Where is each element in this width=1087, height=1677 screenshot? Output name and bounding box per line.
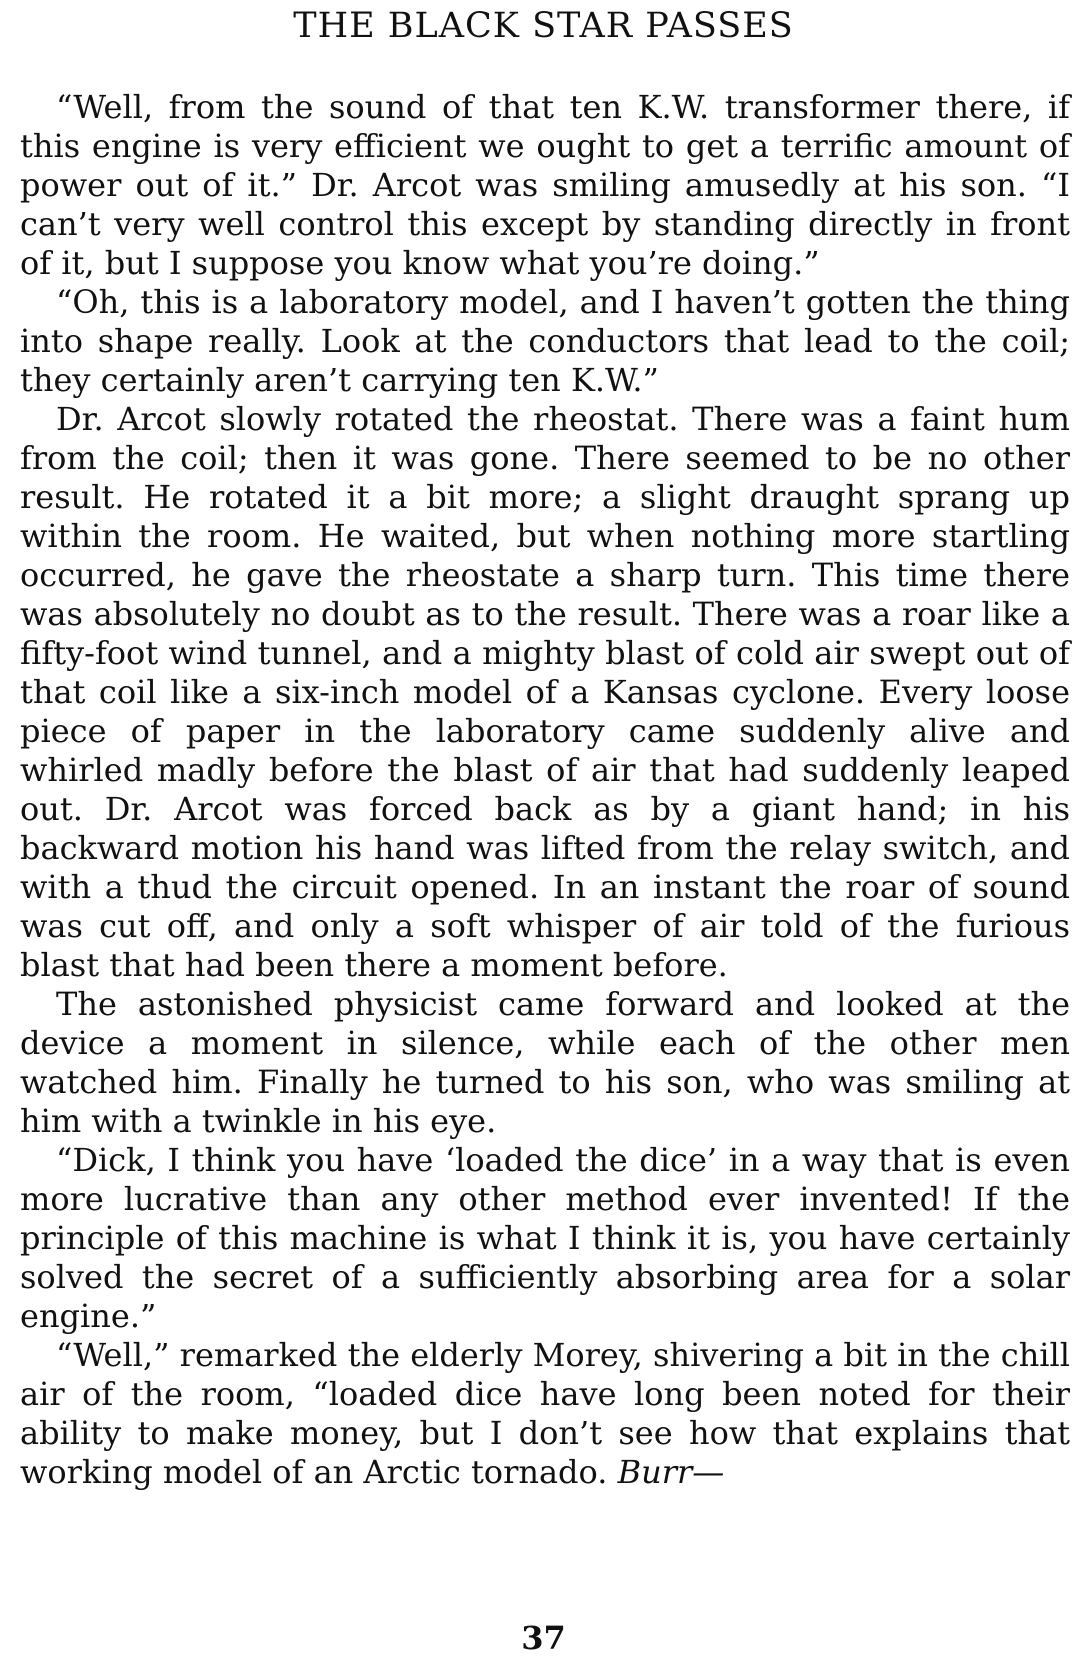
italic-word: Burr— <box>617 1453 725 1491</box>
body-text <box>20 88 1070 1492</box>
paragraph-6 <box>20 1336 1070 1492</box>
paragraph-6-text: “Well,” remarked the elderly Morey, shivering a bit in the chill air of the room, “loaded dice have long been noted for their ability to make money, but I don’t see how that explains that working model of an Arctic tornado. <box>20 1336 1070 1491</box>
paragraph-4: The astonished physicist came forward and looked at the device a moment in silence, while each of the other men watched him. Finally he turned to his son, who was smiling at him with a twinkle in his eye. <box>20 985 1070 1140</box>
running-title: THE BLACK STAR PASSES <box>293 6 794 46</box>
page-number: 37 <box>521 1619 566 1657</box>
paragraph-3: Dr. Arcot slowly rotated the rheostat. There was a faint hum from the coil; then it was gone. There seemed to be no other result. He rotated it a bit more; a slight draught sprang up within the room. He waited, but when nothing more startling occurred, he gave the rheostate a sharp turn. This time there was absolutely no doubt as to the result. There was a roar like a fifty-foot wind tunnel, and a mighty blast of cold air swept out of that coil like a six-inch model of a Kansas cyclone. Every loose piece of paper in the laboratory came suddenly alive and whirled madly before the blast of air that had suddenly leaped out. Dr. Arcot was forced back as by a giant hand; in his backward motion his hand was lifted from the relay switch, and with a thud the circuit opened. In an instant the roar of sound was cut off, and only a soft whisper of air told of the furious blast that had been there a moment before. <box>20 400 1070 984</box>
paragraph-2: “Oh, this is a laboratory model, and I haven’t gotten the thing into shape really. Look at the conductors that lead to the coil; they certainly aren’t carrying ten K.W.” <box>20 283 1070 399</box>
paragraph-5: “Dick, I think you have ‘loaded the dice’ in a way that is even more lucrative than any other method ever invented! If the principle of this machine is what I think it is, you have certainly solved the secret of a sufficiently absorbing area for a solar engine.” <box>20 1141 1070 1335</box>
paragraph-1: “Well, from the sound of that ten K.W. transformer there, if this engine is very efficient we ought to get a terrific amount of power out of it.” Dr. Arcot was smiling amusedly at his son. “I can’t very well control this except by standing directly in front of it, but I suppose you know what you’re doing.” <box>20 88 1070 282</box>
